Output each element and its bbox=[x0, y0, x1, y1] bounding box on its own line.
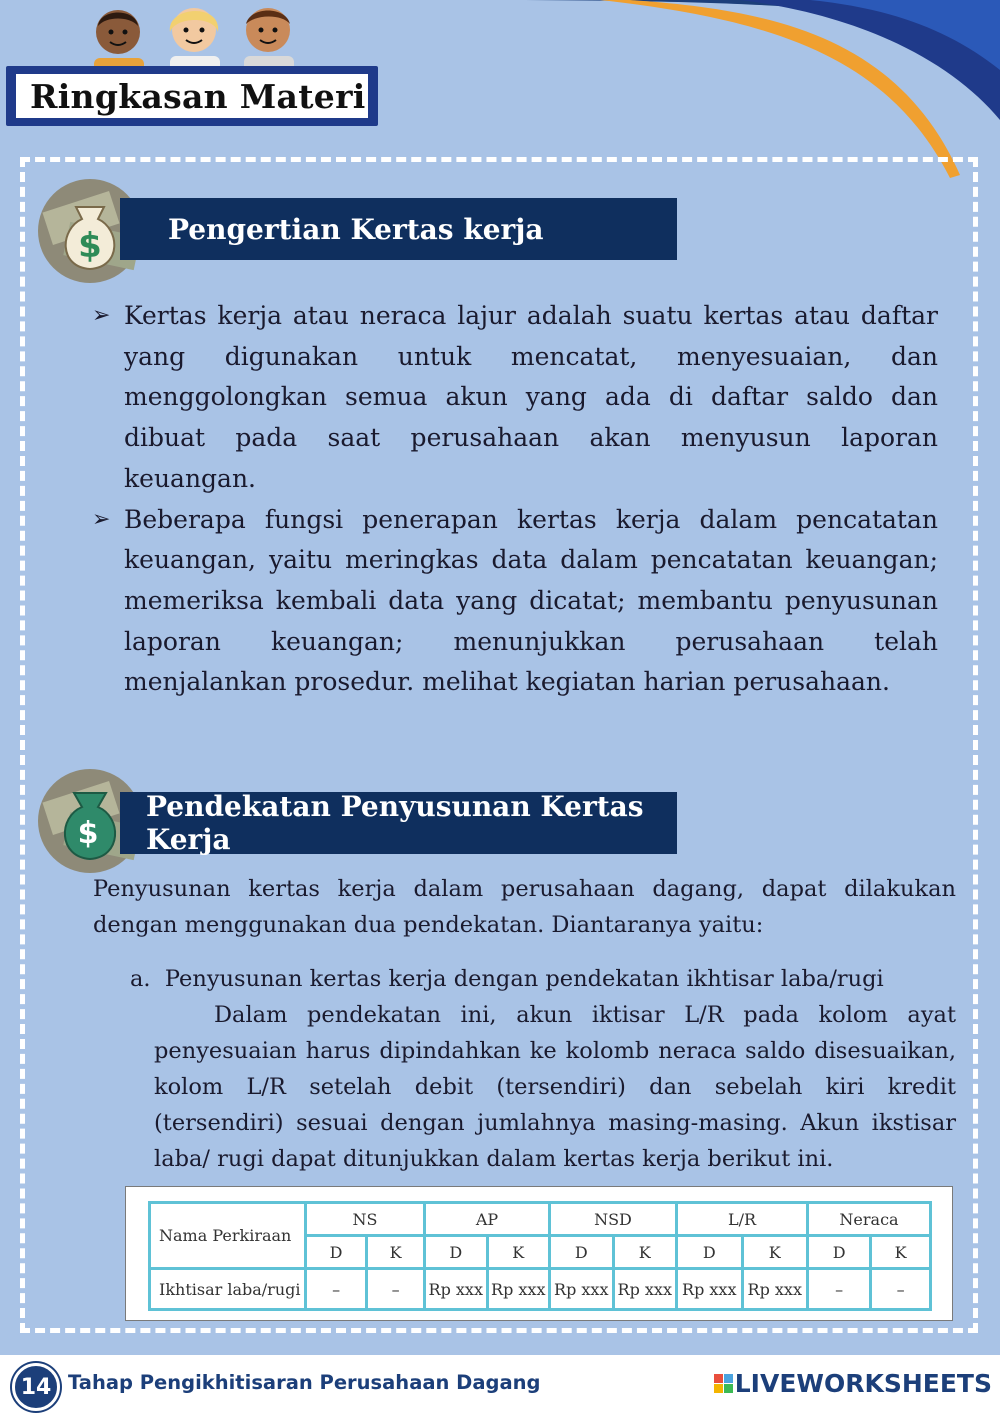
table-sub-header: D bbox=[306, 1236, 367, 1269]
table-cell: Rp xxx bbox=[613, 1269, 677, 1310]
table-group-header: Neraca bbox=[808, 1203, 931, 1236]
table-cell: Rp xxx bbox=[487, 1269, 550, 1310]
table-group-header: NS bbox=[306, 1203, 425, 1236]
table-sub-header: K bbox=[487, 1236, 550, 1269]
table-cell: Rp xxx bbox=[425, 1269, 488, 1310]
intro-paragraph: Penyusunan kertas kerja dalam perusahaan dagang, dapat dilakukan dengan menggunakan dua pendekatan. Diantaranya yaitu: bbox=[93, 876, 956, 938]
table-cell: – bbox=[306, 1269, 367, 1310]
bullet-text: Beberapa fungsi penerapan kertas kerja dalam pencatatan keuangan, yaitu meringkas data dalam pencatatan keuangan; memeriksa kembali data yang dicatat; membantu penyusunan laporan keuangan; menunjukkan perusahaan telah menjalankan prosedur. melihat kegiatan harian perusahaan. bbox=[124, 504, 938, 697]
svg-text:$: $ bbox=[78, 226, 102, 266]
sub-item-a-label: a. bbox=[130, 966, 151, 992]
table-cell: – bbox=[808, 1269, 871, 1310]
footer-title: Tahap Pengikhitisaran Perusahaan Dagang bbox=[68, 1371, 541, 1394]
title-box bbox=[6, 66, 378, 126]
bullet-text: Kertas kerja atau neraca lajur adalah suatu kertas atau daftar yang digunakan untuk mencatat, menyesuaian, dan menggolongkan semua akun yang ada di daftar saldo dan dibuat pada saat perusahaan akan menyusun laporan keuangan. bbox=[124, 301, 938, 493]
table-sub-header: K bbox=[742, 1236, 808, 1269]
section-heading-pendekatan: Pendekatan Penyusunan Kertas Kerja bbox=[120, 792, 677, 854]
sub-item-a-text: Dalam pendekatan ini, akun iktisar L/R pada kolom ayat penyesuaian harus dipindahkan ke kolomb neraca saldo disesuaikan, kolom L/R setelah debit (tersendiri) dan sebelah kiri kredit (tersendiri) sesuai dengan jumlahnya masing-masing. Akun ikstisar laba/ rugi dapat ditunjukkan dalam kertas kerja berikut ini. bbox=[154, 1002, 956, 1172]
table-group-header: L/R bbox=[677, 1203, 808, 1236]
worksheet-table-image bbox=[125, 1186, 953, 1321]
page-title: Ringkasan Materi bbox=[14, 72, 370, 120]
sub-item-a-heading bbox=[130, 961, 956, 997]
table-cell: – bbox=[367, 1269, 425, 1310]
arrow-bullet-icon: ➢ bbox=[92, 506, 111, 532]
table-cell: Rp xxx bbox=[677, 1269, 743, 1310]
liveworksheets-grid-icon bbox=[714, 1374, 733, 1393]
table-group-header: NSD bbox=[550, 1203, 677, 1236]
table-group-header: AP bbox=[425, 1203, 550, 1236]
table-sub-header: D bbox=[425, 1236, 488, 1269]
bullet-item bbox=[92, 500, 938, 704]
sub-item-a bbox=[130, 961, 956, 1177]
bullet-item bbox=[92, 296, 938, 500]
worksheet-table bbox=[148, 1201, 932, 1311]
svg-text:$: $ bbox=[77, 816, 99, 851]
sub-item-a-title: Penyusunan kertas kerja dengan pendekatan ikhtisar laba/rugi bbox=[164, 966, 884, 992]
sub-item-a-body bbox=[130, 997, 956, 1177]
table-sub-header: K bbox=[367, 1236, 425, 1269]
table-sub-header: D bbox=[808, 1236, 871, 1269]
definition-bullets bbox=[92, 296, 938, 703]
table-sub-header: D bbox=[550, 1236, 614, 1269]
table-sub-header: D bbox=[677, 1236, 743, 1269]
page-number-badge: 14 bbox=[12, 1363, 60, 1411]
section-heading-pengertian: Pengertian Kertas kerja bbox=[120, 198, 677, 260]
page-footer bbox=[0, 1355, 1000, 1413]
liveworksheets-logo[interactable] bbox=[714, 1369, 992, 1398]
table-cell: Rp xxx bbox=[550, 1269, 614, 1310]
table-cell: Rp xxx bbox=[742, 1269, 808, 1310]
table-header-name: Nama Perkiraan bbox=[150, 1203, 306, 1269]
liveworksheets-brand: LIVEWORKSHEETS bbox=[734, 1369, 992, 1398]
table-sub-header: K bbox=[871, 1236, 931, 1269]
arrow-bullet-icon: ➢ bbox=[92, 303, 111, 328]
table-sub-header: K bbox=[613, 1236, 677, 1269]
table-row-label: Ikhtisar laba/rugi bbox=[150, 1269, 306, 1310]
table-cell: – bbox=[871, 1269, 931, 1310]
